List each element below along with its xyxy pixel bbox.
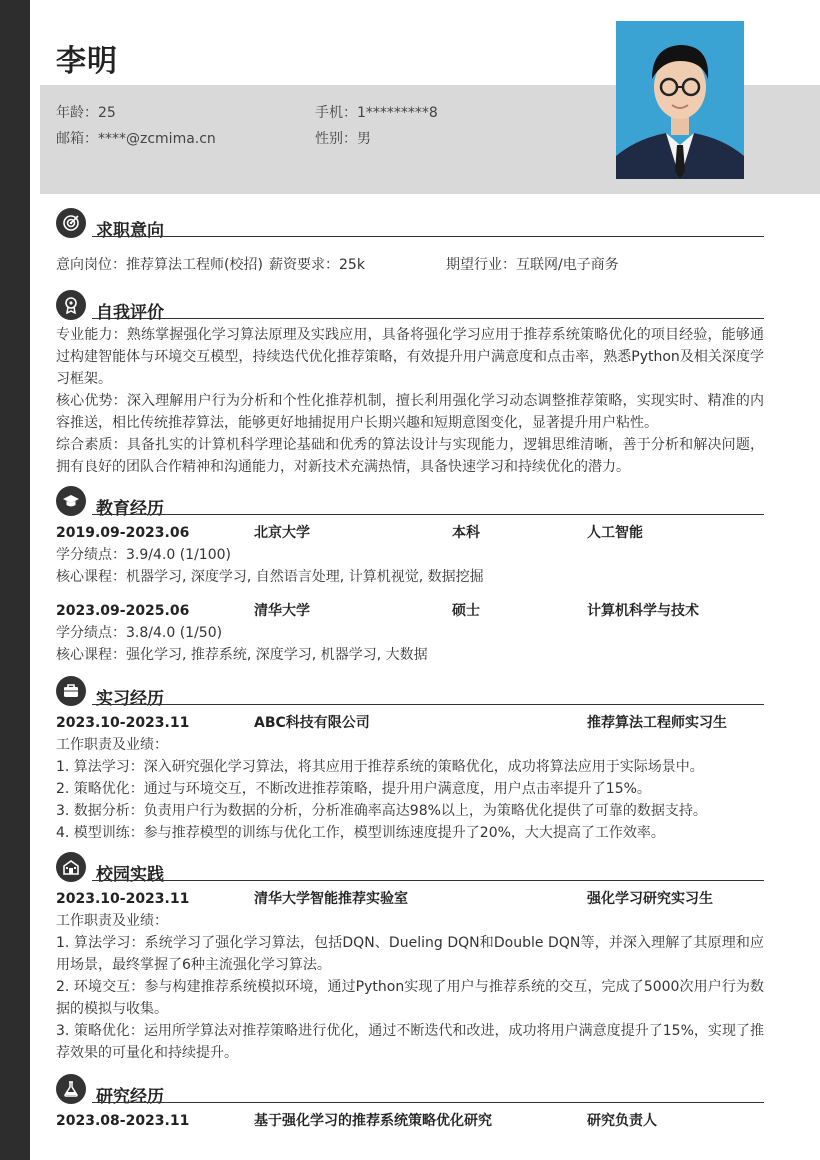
education-header bbox=[56, 522, 764, 544]
education-school: 清华大学 bbox=[254, 603, 310, 619]
education-courses: 核心课程：机器学习, 深度学习, 自然语言处理, 计算机视觉, 数据挖掘 bbox=[56, 569, 484, 585]
campus-building-icon bbox=[56, 852, 86, 882]
campus-header bbox=[56, 888, 764, 910]
education-degree: 本科 bbox=[452, 525, 480, 541]
profile-photo bbox=[616, 21, 744, 179]
campus-duty-label: 工作职责及业绩： bbox=[56, 913, 168, 929]
internship-duty-line: 2. 策略优化：通过与环境交互，不断改进推荐策略，提升用户满意度，用户点击率提升了15%。 bbox=[56, 781, 651, 797]
section-divider bbox=[92, 1102, 764, 1103]
internship-header bbox=[56, 712, 764, 734]
education-period: 2019.09-2023.06 bbox=[56, 525, 190, 541]
campus-org: 清华大学智能推荐实验室 bbox=[254, 891, 408, 907]
internship-period: 2023.10-2023.11 bbox=[56, 715, 190, 731]
self-eval-paragraph: 核心优势：深入理解用户行为分析和个性化推荐机制，擅长利用强化学习动态调整推荐策略，实现实时、精准的内容推送，相比传统推荐算法，能够更好地捕捉用户长期兴趣和短期意图变化，显著提升用户粘性。 bbox=[56, 393, 764, 431]
intent-salary: 薪资要求：25k bbox=[269, 257, 365, 273]
target-icon bbox=[56, 208, 86, 238]
education-courses: 核心课程：强化学习, 推荐系统, 深度学习, 机器学习, 大数据 bbox=[56, 647, 428, 663]
candidate-name: 李明 bbox=[56, 44, 118, 79]
internship-duty-line: 3. 数据分析：负责用户行为数据的分析，分析准确率高达98%以上，为策略优化提供了可靠的数据支持。 bbox=[56, 803, 707, 819]
research-header bbox=[56, 1110, 764, 1132]
campus-duty-line: 1. 算法学习：系统学习了强化学习算法，包括DQN、Dueling DQN和Double DQN等，并深入理解了其原理和应用场景，最终掌握了6种主流强化学习算法。 bbox=[56, 935, 764, 973]
education-gpa: 学分绩点：3.9/4.0 (1/100) bbox=[56, 547, 231, 563]
education-school: 北京大学 bbox=[254, 525, 310, 541]
internship-duty-line: 4. 模型训练：参与推荐模型的训练与优化工作，模型训练速度提升了20%，大大提高了工作效率。 bbox=[56, 825, 665, 841]
internship-duty-label: 工作职责及业绩： bbox=[56, 737, 168, 753]
education-item bbox=[56, 522, 764, 588]
intent-industry: 期望行业：互联网/电子商务 bbox=[446, 257, 619, 273]
self-eval-paragraph: 综合素质：具备扎实的计算机科学理论基础和优秀的算法设计与实现能力，逻辑思维清晰，善于分析和解决问题，拥有良好的团队合作精神和沟通能力，对新技术充满热情，具备快速学习和持续优化的潜力。 bbox=[56, 437, 764, 475]
intent-row bbox=[56, 254, 764, 276]
internship-role: 推荐算法工程师实习生 bbox=[587, 715, 727, 731]
education-major: 人工智能 bbox=[587, 525, 643, 541]
phone-field: 手机：1*********8 bbox=[315, 105, 438, 121]
gender-field: 性别：男 bbox=[315, 131, 371, 147]
graduation-cap-icon bbox=[56, 486, 86, 516]
education-gpa: 学分绩点：3.8/4.0 (1/50) bbox=[56, 625, 223, 641]
resume-content bbox=[56, 208, 764, 1132]
section-title: 求职意向 bbox=[96, 221, 164, 241]
section-header-research bbox=[56, 1074, 764, 1108]
research-role: 研究负责人 bbox=[587, 1113, 657, 1129]
self-eval-paragraph: 专业能力：熟练掌握强化学习算法原理及实践应用，具备将强化学习应用于推荐系统策略优化的项目经验，能够通过构建智能体与环境交互模型，持续迭代优化推荐策略，有效提升用户满意度和点击率，熟悉Python及相关深度学习框架。 bbox=[56, 327, 764, 387]
left-sidebar-bar bbox=[0, 0, 30, 1160]
section-header-self bbox=[56, 290, 764, 324]
age-field: 年龄：25 bbox=[56, 105, 116, 121]
section-title: 实习经历 bbox=[96, 689, 164, 709]
section-header-campus bbox=[56, 852, 764, 886]
education-item bbox=[56, 600, 764, 666]
education-degree: 硕士 bbox=[452, 603, 480, 619]
section-title: 教育经历 bbox=[96, 499, 164, 519]
section-divider bbox=[92, 880, 764, 881]
section-divider bbox=[92, 514, 764, 515]
campus-role: 强化学习研究实习生 bbox=[587, 891, 713, 907]
briefcase-icon bbox=[56, 676, 86, 706]
section-header-education bbox=[56, 486, 764, 520]
email-field: 邮箱：****@zcmima.cn bbox=[56, 131, 216, 147]
campus-period: 2023.10-2023.11 bbox=[56, 891, 190, 907]
research-period: 2023.08-2023.11 bbox=[56, 1113, 190, 1129]
campus-duty-line: 2. 环境交互：参与构建推荐系统模拟环境，通过Python实现了用户与推荐系统的交互，完成了5000次用户行为数据的模拟与收集。 bbox=[56, 979, 764, 1017]
education-major: 计算机科学与技术 bbox=[587, 603, 699, 619]
section-divider bbox=[92, 318, 764, 319]
section-title: 校园实践 bbox=[96, 865, 164, 885]
intent-position: 意向岗位：推荐算法工程师(校招) bbox=[56, 257, 263, 273]
internship-duty-line: 1. 算法学习：深入研究强化学习算法，将其应用于推荐系统的策略优化，成功将算法应用于实际场景中。 bbox=[56, 759, 704, 775]
education-header bbox=[56, 600, 764, 622]
section-divider bbox=[92, 704, 764, 705]
internship-company: ABC科技有限公司 bbox=[254, 715, 370, 731]
award-icon bbox=[56, 290, 86, 320]
section-divider bbox=[92, 236, 764, 237]
section-title: 研究经历 bbox=[96, 1087, 164, 1107]
education-period: 2023.09-2025.06 bbox=[56, 603, 190, 619]
flask-icon bbox=[56, 1074, 86, 1104]
research-project: 基于强化学习的推荐系统策略优化研究 bbox=[254, 1113, 492, 1129]
campus-duty-line: 3. 策略优化：运用所学算法对推荐策略进行优化，通过不断迭代和改进，成功将用户满意度提升了15%，实现了推荐效果的可量化和持续提升。 bbox=[56, 1023, 764, 1061]
section-header-internship bbox=[56, 676, 764, 710]
section-header-intent bbox=[56, 208, 764, 242]
section-title: 自我评价 bbox=[96, 303, 164, 323]
